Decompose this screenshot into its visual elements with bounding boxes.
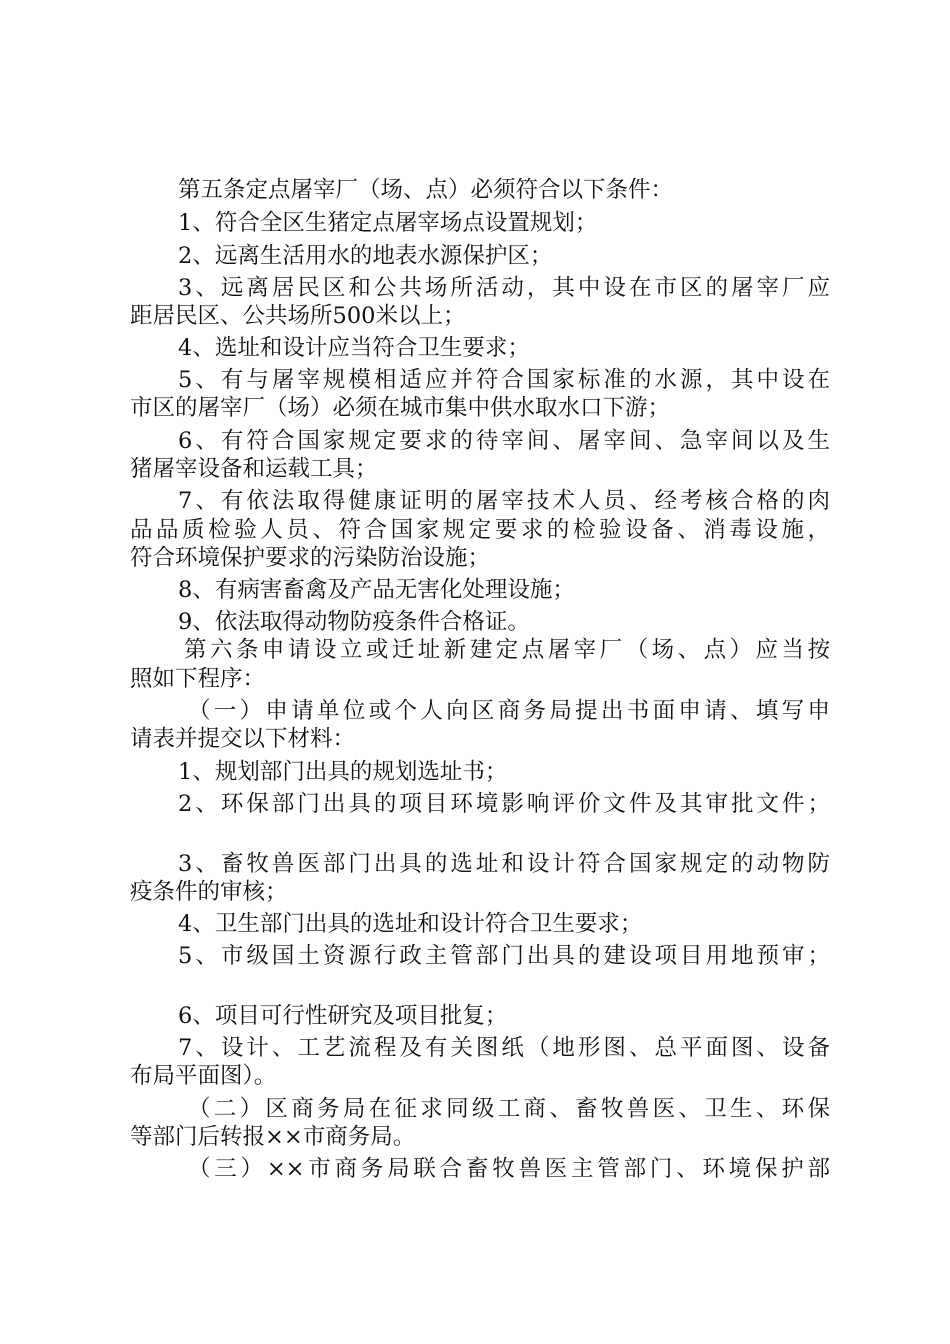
list-item: 7、有依法取得健康证明的屠宰技术人员、经考核合格的肉 bbox=[178, 488, 830, 514]
list-item: 4、选址和设计应当符合卫生要求； bbox=[178, 335, 530, 361]
list-item: 3、畜牧兽医部门出具的选址和设计符合国家规定的动物防 bbox=[178, 851, 830, 877]
list-item: 2、环保部门出具的项目环境影响评价文件及其审批文件； bbox=[178, 791, 830, 817]
list-item: 9、依法取得动物防疫条件合格证。 bbox=[178, 609, 530, 635]
procedure-step-2: （二）区商务局在征求同级工商、畜牧兽医、卫生、环保 bbox=[188, 1096, 830, 1122]
procedure-step-2-continuation: 等部门后转报××市商务局。 bbox=[130, 1124, 416, 1150]
list-item: 4、卫生部门出具的选址和设计符合卫生要求； bbox=[178, 911, 643, 937]
article-5-heading: 第五条定点屠宰厂（场、点）必须符合以下条件： bbox=[178, 177, 674, 203]
list-item: 1、符合全区生猪定点屠宰场点设置规划； bbox=[178, 210, 598, 236]
list-item: 8、有病害畜禽及产品无害化处理设施； bbox=[178, 577, 575, 603]
list-item-continuation: 品品质检验人员、符合国家规定要求的检验设备、消毒设施， bbox=[130, 517, 830, 543]
list-item: 3、远离居民区和公共场所活动，其中设在市区的屠宰厂应 bbox=[178, 275, 830, 301]
procedure-step-1: （一）申请单位或个人向区商务局提出书面申请、填写申 bbox=[188, 698, 830, 724]
list-item: 6、项目可行性研究及项目批复； bbox=[178, 1003, 508, 1029]
list-item-continuation: 符合环境保护要求的污染防治设施； bbox=[130, 545, 491, 571]
list-item-continuation: 猪屠宰设备和运载工具； bbox=[130, 456, 378, 482]
list-item: 2、远离生活用水的地表水源保护区； bbox=[178, 243, 553, 269]
list-item: 1、规划部门出具的规划选址书； bbox=[178, 759, 508, 785]
list-item-continuation: 市区的屠宰厂（场）必须在城市集中供水取水口下游； bbox=[130, 395, 671, 421]
list-item: 5、有与屠宰规模相适应并符合国家标准的水源，其中设在 bbox=[178, 367, 830, 393]
list-item-continuation: 布局平面图）。 bbox=[130, 1063, 277, 1089]
list-item: 5、市级国土资源行政主管部门出具的建设项目用地预审； bbox=[178, 943, 830, 969]
list-item-continuation: 距居民区、公共场所500米以上； bbox=[130, 303, 466, 329]
procedure-step-1-continuation: 请表并提交以下材料： bbox=[130, 726, 356, 752]
list-item-continuation: 疫条件的审核； bbox=[130, 879, 288, 905]
article-6-heading: 第六条申请设立或迁址新建定点屠宰厂（场、点）应当按 bbox=[184, 637, 830, 663]
list-item: 7、设计、工艺流程及有关图纸（地形图、总平面图、设备 bbox=[178, 1035, 830, 1061]
procedure-step-3: （三）××市商务局联合畜牧兽医主管部门、环境保护部 bbox=[188, 1156, 830, 1182]
article-6-continuation: 照如下程序： bbox=[130, 666, 266, 692]
list-item: 6、有符合国家规定要求的待宰间、屠宰间、急宰间以及生 bbox=[178, 428, 830, 454]
